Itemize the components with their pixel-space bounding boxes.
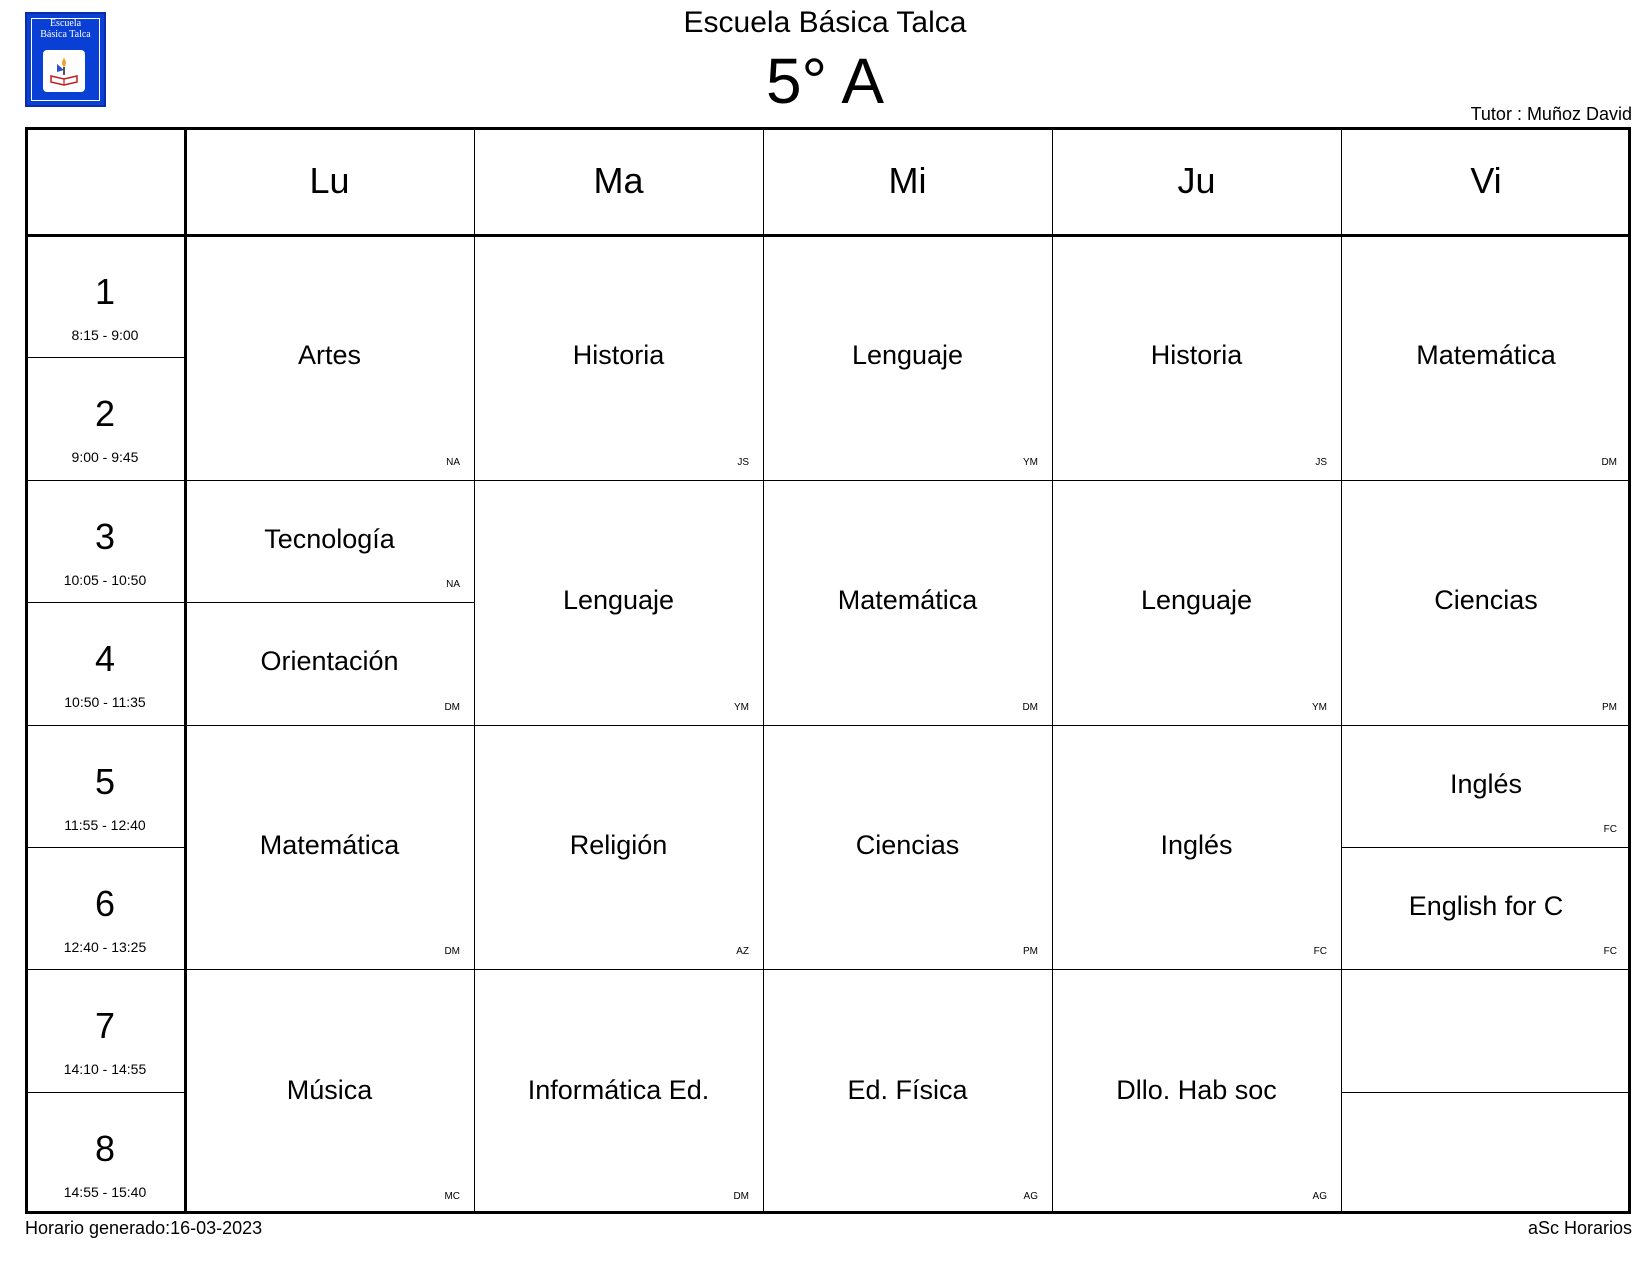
lesson-subject: Informática Ed. <box>527 1074 710 1105</box>
lesson-teacher: NA <box>446 579 460 591</box>
lesson-teacher: FC <box>1603 946 1617 958</box>
lesson-subject: Música <box>286 1074 373 1105</box>
period-divider <box>25 1092 185 1093</box>
generated-date: Horario generado:16-03-2023 <box>25 1218 263 1238</box>
lesson-cell[interactable] <box>474 725 763 970</box>
period-time: 14:55 - 15:40 <box>63 1183 147 1200</box>
tutor-label: Tutor : Muñoz David <box>1470 104 1632 124</box>
lesson-subject: Lenguaje <box>1140 585 1253 616</box>
lesson-cell[interactable] <box>185 480 474 602</box>
lesson-teacher: DM <box>444 701 460 713</box>
logo-line-2: Básica Talca <box>40 29 91 40</box>
class-name: 5° A <box>765 45 885 117</box>
period-time: 14:10 - 14:55 <box>63 1061 147 1078</box>
lesson-teacher: AG <box>1023 1191 1038 1202</box>
period-number: 8 <box>94 1127 116 1169</box>
empty-slot-divider <box>1341 1092 1631 1093</box>
day-header: Vi <box>1470 160 1502 201</box>
lesson-cell[interactable] <box>1341 480 1631 725</box>
lesson-subject: Orientación <box>260 646 399 677</box>
lesson-teacher: PM <box>1602 701 1617 713</box>
lesson-subject: Ciencias <box>855 829 960 860</box>
lesson-subject: Dllo. Hab soc <box>1116 1074 1277 1105</box>
lesson-cell[interactable] <box>474 480 763 725</box>
lesson-cell[interactable] <box>185 725 474 970</box>
lesson-teacher: FC <box>1313 946 1327 958</box>
period-number: 3 <box>94 515 116 557</box>
period-divider <box>25 847 185 848</box>
timetable-grid <box>25 127 1631 1214</box>
lesson-subject: Ciencias <box>1434 585 1538 616</box>
block-divider <box>25 969 1631 970</box>
day-header: Mi <box>888 160 927 201</box>
lesson-cell[interactable] <box>1052 969 1341 1214</box>
period-time: 11:55 - 12:40 <box>64 816 146 833</box>
period-number: 5 <box>94 760 116 802</box>
grid-border-bottom <box>25 1211 1631 1214</box>
lesson-cell[interactable] <box>1052 235 1341 480</box>
lesson-cell[interactable] <box>763 725 1052 970</box>
day-header: Ju <box>1177 160 1216 201</box>
lesson-teacher: FC <box>1603 823 1617 835</box>
grid-border-top <box>25 127 1631 130</box>
lesson-subject: Inglés <box>1449 768 1523 799</box>
lesson-subject: Lenguaje <box>851 340 964 371</box>
lesson-subject: Lenguaje <box>562 585 675 616</box>
lesson-cell[interactable] <box>763 235 1052 480</box>
lesson-subject: Tecnología <box>264 523 395 554</box>
period-time: 10:50 - 11:35 <box>64 694 146 711</box>
day-header: Ma <box>593 160 644 201</box>
lesson-teacher: DM <box>1022 701 1038 713</box>
lesson-cell[interactable] <box>1341 725 1631 847</box>
lesson-teacher: PM <box>1023 946 1038 958</box>
logo-line-1: Escuela <box>49 18 82 29</box>
lesson-subject: Ed. Física <box>847 1074 968 1105</box>
period-time: 10:05 - 10:50 <box>63 571 147 588</box>
lesson-cell[interactable] <box>474 969 763 1214</box>
lesson-cell[interactable] <box>1341 235 1631 480</box>
grid-border-right <box>1628 127 1631 1214</box>
period-time: 8:15 - 9:00 <box>71 327 139 343</box>
grid-border-left <box>25 127 28 1214</box>
lesson-teacher: DM <box>444 946 460 958</box>
lesson-cell[interactable] <box>185 235 474 480</box>
lesson-teacher: AZ <box>736 946 749 958</box>
lesson-teacher: AG <box>1312 1191 1327 1202</box>
lesson-teacher: MC <box>444 1191 460 1202</box>
period-time: 12:40 - 13:25 <box>63 938 147 955</box>
day-header: Lu <box>309 160 350 201</box>
lesson-cell[interactable] <box>1052 480 1341 725</box>
period-column-divider <box>184 127 187 1214</box>
lesson-cell[interactable] <box>1341 847 1631 969</box>
block-divider <box>25 480 1631 481</box>
lesson-subject: English for C <box>1408 891 1564 922</box>
day-column-divider <box>1052 127 1053 1214</box>
lesson-divider <box>185 602 474 603</box>
school-name: Escuela Básica Talca <box>683 6 967 39</box>
period-number: 6 <box>94 882 116 924</box>
period-number: 4 <box>94 638 116 680</box>
period-divider <box>25 602 185 603</box>
lesson-teacher: JS <box>1315 456 1327 468</box>
day-column-divider <box>474 127 475 1214</box>
lesson-teacher: JS <box>737 456 749 468</box>
lesson-teacher: DM <box>733 1191 749 1202</box>
day-column-divider <box>1341 127 1342 1214</box>
lesson-teacher: YM <box>1023 456 1038 468</box>
lesson-teacher: YM <box>1312 701 1327 713</box>
header-divider <box>25 234 1631 237</box>
lesson-subject: Matemática <box>1416 340 1556 371</box>
period-number: 1 <box>94 271 116 312</box>
lesson-cell[interactable] <box>185 969 474 1214</box>
block-divider <box>25 725 1631 726</box>
lesson-cell[interactable] <box>763 969 1052 1214</box>
period-number: 2 <box>94 393 116 435</box>
lesson-subject: Artes <box>297 340 362 371</box>
period-number: 7 <box>94 1005 116 1047</box>
lesson-subject: Matemática <box>259 829 400 860</box>
lesson-divider <box>1341 847 1631 848</box>
lesson-subject: Historia <box>572 340 665 371</box>
lesson-teacher: NA <box>446 456 460 468</box>
lesson-subject: Historia <box>1150 340 1243 371</box>
period-divider <box>25 357 185 358</box>
lesson-subject: Inglés <box>1160 829 1233 860</box>
lesson-cell[interactable] <box>185 602 474 724</box>
lesson-cell[interactable] <box>1052 725 1341 970</box>
day-column-divider <box>763 127 764 1214</box>
software-credit: aSc Horarios <box>1527 1218 1632 1238</box>
lesson-subject: Matemática <box>837 585 978 616</box>
lesson-teacher: YM <box>734 701 749 713</box>
lesson-cell[interactable] <box>763 480 1052 725</box>
lesson-teacher: DM <box>1601 456 1617 468</box>
period-time: 9:00 - 9:45 <box>71 449 139 466</box>
lesson-cell[interactable] <box>474 235 763 480</box>
lesson-subject: Religión <box>569 829 668 860</box>
